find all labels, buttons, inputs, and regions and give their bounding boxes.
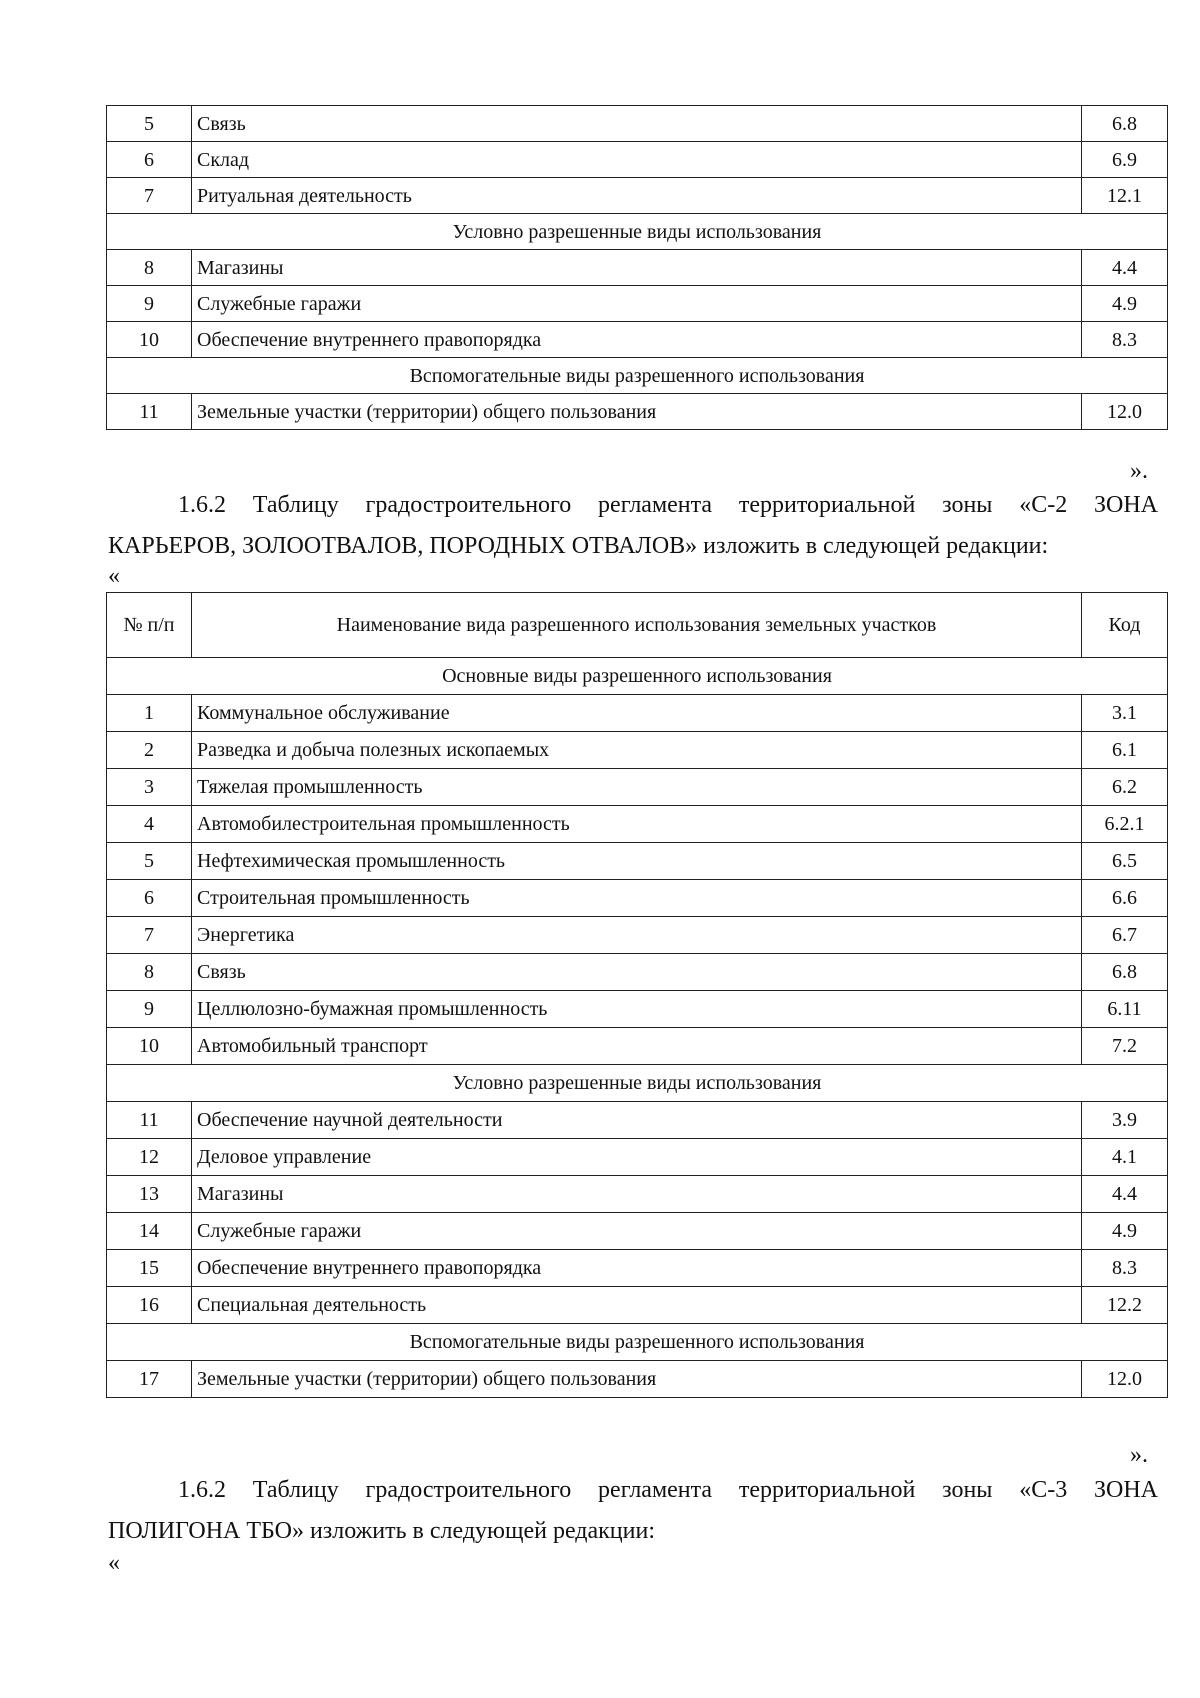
use-type-name: Обеспечение научной деятельности <box>192 1102 1082 1139</box>
row-number: 9 <box>107 286 192 322</box>
row-number: 13 <box>107 1176 192 1213</box>
use-type-name: Обеспечение внутреннего правопорядка <box>192 322 1082 358</box>
row-number: 7 <box>107 917 192 954</box>
regulation-table-c1-continued <box>106 105 1168 430</box>
table-row <box>107 1139 1168 1176</box>
paragraph-c3-line-1: 1.6.2 Таблицу градостроительного регламента территориальной зоны «С-3 ЗОНА <box>178 1477 1158 1503</box>
use-type-name: Целлюлозно-бумажная промышленность <box>192 991 1082 1028</box>
table-row <box>107 394 1168 430</box>
closing-quote-1: ». <box>1130 458 1148 484</box>
section-row <box>107 1065 1168 1102</box>
row-number: 15 <box>107 1250 192 1287</box>
row-number: 12 <box>107 1139 192 1176</box>
row-number: 4 <box>107 806 192 843</box>
table-row <box>107 1250 1168 1287</box>
paragraph-c3-zone <box>108 1470 1158 1552</box>
closing-quote-2: ». <box>1130 1442 1148 1468</box>
use-type-code: 12.2 <box>1082 1287 1168 1324</box>
use-type-code: 4.4 <box>1082 1176 1168 1213</box>
row-number: 17 <box>107 1361 192 1398</box>
row-number: 10 <box>107 1028 192 1065</box>
use-type-name: Земельные участки (территории) общего пользования <box>192 394 1082 430</box>
table-row <box>107 732 1168 769</box>
row-number: 11 <box>107 394 192 430</box>
row-number: 10 <box>107 322 192 358</box>
row-number: 6 <box>107 142 192 178</box>
use-type-name: Строительная промышленность <box>192 880 1082 917</box>
row-number: 5 <box>107 843 192 880</box>
use-type-name: Автомобильный транспорт <box>192 1028 1082 1065</box>
use-type-code: 4.9 <box>1082 286 1168 322</box>
use-type-code: 12.1 <box>1082 178 1168 214</box>
table-row <box>107 1176 1168 1213</box>
paragraph-c3-line-2: ПОЛИГОНА ТБО» изложить в следующей редакции: <box>108 1518 655 1544</box>
use-type-code: 6.8 <box>1082 954 1168 991</box>
row-number: 11 <box>107 1102 192 1139</box>
opening-quote-2: « <box>108 1550 120 1576</box>
paragraph-c2-line-2: КАРЬЕРОВ, ЗОЛООТВАЛОВ, ПОРОДНЫХ ОТВАЛОВ» изложить в следующей редакции: <box>108 533 1049 559</box>
use-type-name: Обеспечение внутреннего правопорядка <box>192 1250 1082 1287</box>
section-row <box>107 358 1168 394</box>
table-row <box>107 954 1168 991</box>
table-row <box>107 1213 1168 1250</box>
section-heading: Условно разрешенные виды использования <box>107 1065 1168 1102</box>
table-row <box>107 286 1168 322</box>
row-number: 14 <box>107 1213 192 1250</box>
row-number: 6 <box>107 880 192 917</box>
row-number: 5 <box>107 106 192 142</box>
use-type-name: Нефтехимическая промышленность <box>192 843 1082 880</box>
table-row <box>107 769 1168 806</box>
row-number: 3 <box>107 769 192 806</box>
section-row <box>107 658 1168 695</box>
use-type-name: Энергетика <box>192 917 1082 954</box>
opening-quote-1: « <box>108 563 120 589</box>
table-header-row <box>107 593 1168 658</box>
section-row <box>107 214 1168 250</box>
table-row <box>107 1287 1168 1324</box>
use-type-code: 7.2 <box>1082 1028 1168 1065</box>
header-code: Код <box>1082 593 1168 658</box>
row-number: 16 <box>107 1287 192 1324</box>
use-type-code: 6.2.1 <box>1082 806 1168 843</box>
use-type-code: 8.3 <box>1082 1250 1168 1287</box>
use-type-code: 6.9 <box>1082 142 1168 178</box>
table-row <box>107 917 1168 954</box>
section-heading: Вспомогательные виды разрешенного использования <box>107 1324 1168 1361</box>
row-number: 8 <box>107 954 192 991</box>
use-type-code: 3.1 <box>1082 695 1168 732</box>
row-number: 2 <box>107 732 192 769</box>
use-type-name: Магазины <box>192 250 1082 286</box>
section-heading: Основные виды разрешенного использования <box>107 658 1168 695</box>
table-row <box>107 1361 1168 1398</box>
table-row <box>107 695 1168 732</box>
table-row <box>107 142 1168 178</box>
use-type-code: 6.2 <box>1082 769 1168 806</box>
table-row <box>107 1102 1168 1139</box>
use-type-code: 6.6 <box>1082 880 1168 917</box>
use-type-name: Связь <box>192 954 1082 991</box>
use-type-name: Специальная деятельность <box>192 1287 1082 1324</box>
use-type-code: 4.4 <box>1082 250 1168 286</box>
paragraph-c2-zone <box>108 485 1158 567</box>
row-number: 9 <box>107 991 192 1028</box>
use-type-name: Магазины <box>192 1176 1082 1213</box>
table-row <box>107 880 1168 917</box>
row-number: 7 <box>107 178 192 214</box>
section-row <box>107 1324 1168 1361</box>
use-type-name: Автомобилестроительная промышленность <box>192 806 1082 843</box>
use-type-code: 3.9 <box>1082 1102 1168 1139</box>
section-heading: Вспомогательные виды разрешенного использования <box>107 358 1168 394</box>
use-type-name: Ритуальная деятельность <box>192 178 1082 214</box>
use-type-code: 4.1 <box>1082 1139 1168 1176</box>
table-row <box>107 178 1168 214</box>
use-type-code: 6.5 <box>1082 843 1168 880</box>
use-type-name: Деловое управление <box>192 1139 1082 1176</box>
use-type-name: Служебные гаражи <box>192 1213 1082 1250</box>
header-name: Наименование вида разрешенного использования земельных участков <box>192 593 1082 658</box>
header-number: № п/п <box>107 593 192 658</box>
use-type-code: 4.9 <box>1082 1213 1168 1250</box>
use-type-code: 12.0 <box>1082 394 1168 430</box>
use-type-name: Склад <box>192 142 1082 178</box>
use-type-name: Коммунальное обслуживание <box>192 695 1082 732</box>
use-type-code: 6.7 <box>1082 917 1168 954</box>
use-type-code: 6.1 <box>1082 732 1168 769</box>
table-row <box>107 250 1168 286</box>
use-type-code: 6.11 <box>1082 991 1168 1028</box>
use-type-name: Служебные гаражи <box>192 286 1082 322</box>
table-row <box>107 106 1168 142</box>
table-row <box>107 991 1168 1028</box>
table-row <box>107 843 1168 880</box>
table-row <box>107 322 1168 358</box>
use-type-name: Земельные участки (территории) общего пользования <box>192 1361 1082 1398</box>
use-type-code: 8.3 <box>1082 322 1168 358</box>
table-row <box>107 806 1168 843</box>
section-heading: Условно разрешенные виды использования <box>107 214 1168 250</box>
row-number: 1 <box>107 695 192 732</box>
use-type-code: 12.0 <box>1082 1361 1168 1398</box>
use-type-name: Разведка и добыча полезных ископаемых <box>192 732 1082 769</box>
use-type-name: Связь <box>192 106 1082 142</box>
row-number: 8 <box>107 250 192 286</box>
table-row <box>107 1028 1168 1065</box>
regulation-table-c2 <box>106 592 1168 1398</box>
use-type-code: 6.8 <box>1082 106 1168 142</box>
use-type-name: Тяжелая промышленность <box>192 769 1082 806</box>
paragraph-c2-line-1: 1.6.2 Таблицу градостроительного регламента территориальной зоны «С-2 ЗОНА <box>178 492 1158 518</box>
